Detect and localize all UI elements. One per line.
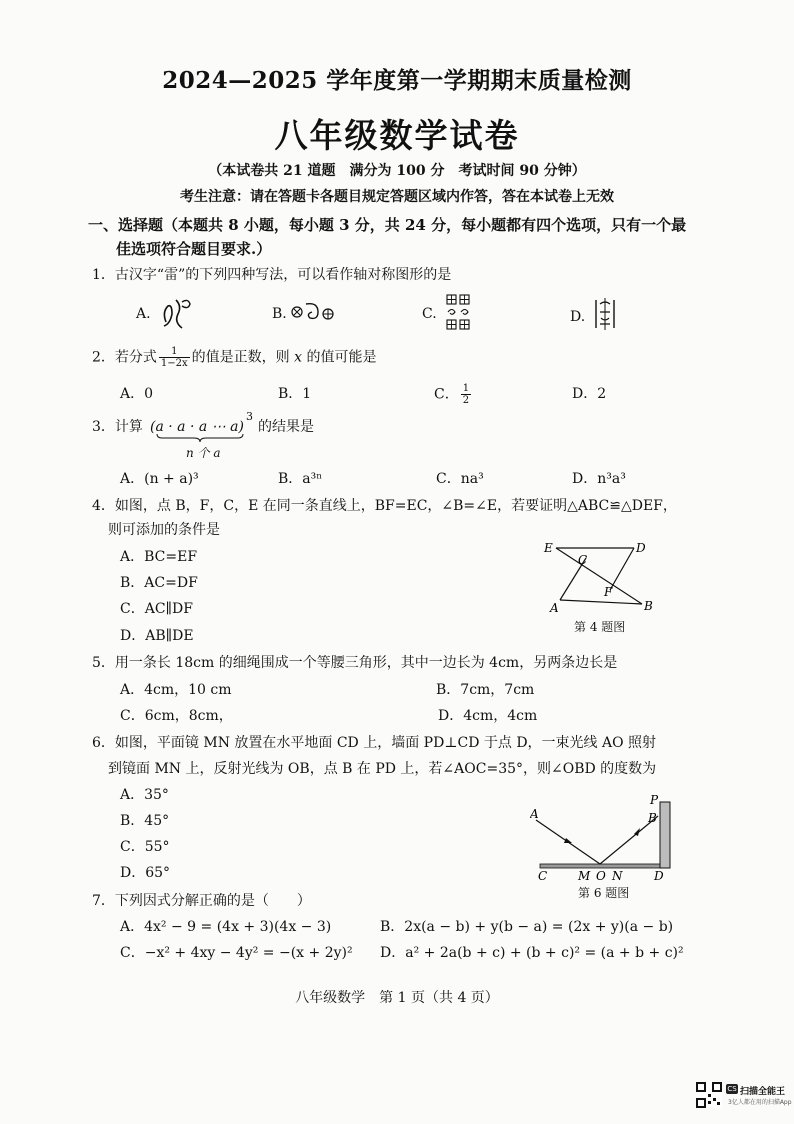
q2-stem-pre: 2．若分式 <box>92 349 157 366</box>
q5-stem: 5．用一条长 18cm 的细绳围成一个等腰三角形，其中一边长为 4cm，另两条边长是 <box>92 655 618 671</box>
q4-label-f: F <box>604 585 613 599</box>
q7-option-c: C．−x² + 4xy − 4y² = −(x + 2y)² <box>120 945 353 961</box>
q5-option-a: A．4cm，10 cm <box>120 682 232 698</box>
q4-figure-caption: 第 4 题图 <box>574 620 626 634</box>
q1-option-d-label: D. <box>570 309 586 325</box>
q1-option-c-label: C. <box>422 306 437 322</box>
q2-stem <box>92 346 376 369</box>
q1-option-c-glyph <box>444 292 474 334</box>
q6-label-m: M <box>578 869 591 883</box>
q7-option-b: B．2x(a − b) + y(b − a) = (2x + y)(a − b) <box>380 919 674 935</box>
q6-label-d: D <box>654 869 664 883</box>
q4-option-a: A．BC=EF <box>120 549 198 565</box>
q2-stem-post: 的值是正数，则 <box>191 349 290 366</box>
q6-label-p: P <box>650 794 659 807</box>
q4-option-c: C．AC∥DF <box>120 601 193 617</box>
q6-label-n: N <box>612 869 623 883</box>
page-footer: 八年级数学 第 1 页（共 4 页） <box>295 990 499 1006</box>
q3-option-b: B．a³ⁿ <box>278 471 323 487</box>
q2-option-c-label: C． <box>434 386 459 403</box>
q3-underbrace <box>156 433 244 443</box>
exam-subtitle: 八年级数学试卷 <box>274 116 520 155</box>
q3-option-a: A．(n + a)³ <box>120 471 199 487</box>
q4-label-d: D <box>636 541 646 555</box>
q7-option-a: A．4x² − 9 = (4x + 3)(4x − 3) <box>120 919 332 935</box>
q6-option-c: C．55° <box>120 839 170 855</box>
q4-label-a: A <box>550 601 559 615</box>
q2-option-b: B．1 <box>278 386 312 402</box>
q2-option-a: A．0 <box>120 386 154 402</box>
scanner-logo-icon: CS <box>727 1085 737 1093</box>
exam-info: （本试卷共 21 道题 满分为 100 分 考试时间 90 分钟） <box>208 163 586 179</box>
q1-option-b-glyph <box>288 300 338 324</box>
q1-stem: 1．古汉字“雷”的下列四种写法，可以看作轴对称图形的是 <box>92 267 452 283</box>
q3-expr: a · a · a ⋯ a <box>155 419 239 435</box>
q4-option-d: D．AB∥DE <box>120 628 194 644</box>
q7-option-d: D．a² + 2a(b + c) + (b + c)² = (a + b + c)² <box>380 945 684 961</box>
q6-option-d: D．65° <box>120 865 171 881</box>
q4-label-e: E <box>544 541 553 555</box>
q2-option-c-frac <box>461 383 471 406</box>
section-heading-line2: 佳选项符合题目要求.） <box>116 240 272 258</box>
q2-frac-den: 1−2x <box>160 358 188 369</box>
q5-option-c: C．6cm，8cm， <box>120 708 233 724</box>
q1-option-a-label: A. <box>136 306 151 322</box>
q5-option-d: D．4cm，4cm <box>438 708 538 724</box>
exam-title: 2024—2025 学年度第一学期期末质量检测 <box>162 67 632 94</box>
q3-underbrace-label: n 个 a <box>186 446 221 460</box>
q6-figure-caption: 第 6 题图 <box>578 886 630 900</box>
q3-option-c: C．na³ <box>436 471 484 487</box>
q4-label-c: C <box>578 553 588 567</box>
q3-power: 3 <box>246 410 253 423</box>
q6-option-b: B．45° <box>120 813 170 829</box>
q2-option-c-den: 2 <box>462 395 470 406</box>
q4-figure <box>538 536 662 616</box>
exam-notice: 考生注意：请在答题卡各题目规定答题区域内作答，答在本试卷上无效 <box>180 189 614 205</box>
q6-line2: 到镜面 MN 上，反射光线为 OB，点 B 在 PD 上，若∠AOC=35°，则∠OBD 的度数为 <box>108 761 657 777</box>
qr-code-icon <box>696 1082 722 1108</box>
q3-option-d: D．n³a³ <box>572 471 626 487</box>
q6-label-a: A <box>530 807 539 821</box>
q7-stem: 7．下列因式分解正确的是（ ） <box>92 893 311 909</box>
q2-stem-end: 的值可能是 <box>306 349 377 366</box>
q2-fraction <box>159 346 190 369</box>
q3-stem-pre: 3．计算 <box>92 419 143 435</box>
q4-label-b: B <box>644 599 653 613</box>
q2-var: x <box>294 349 303 366</box>
q3-expression: (a · a · a ⋯ a) <box>150 419 244 435</box>
q2-option-c-num: 1 <box>462 383 470 394</box>
q2-option-c <box>434 383 473 406</box>
q2-option-d: D．2 <box>572 386 607 402</box>
q1-option-b-label: B. <box>272 306 287 322</box>
scanner-brand: 扫描全能王 <box>740 1087 786 1097</box>
section-heading-line1: 一、选择题（本题共 8 小题，每小题 3 分，共 24 分，每小题都有四个选项，只有一个最 <box>88 216 687 234</box>
q6-label-c: C <box>538 869 548 883</box>
q1-option-d-glyph <box>592 294 618 334</box>
q4-line1: 4．如图，点 B，F，C，E 在同一条直线上，BF=EC，∠B=∠E，若要证明△ABC≌△DEF， <box>92 498 677 514</box>
q6-figure <box>530 794 680 884</box>
q4-option-b: B．AC=DF <box>120 575 198 591</box>
q6-label-b: B <box>648 811 657 825</box>
q6-line1: 6．如图，平面镜 MN 放置在水平地面 CD 上，墙面 PD⊥CD 于点 D，一束光线 AO 照射 <box>92 735 657 751</box>
q4-line2: 则可添加的条件是 <box>108 522 220 538</box>
q5-option-b: B．7cm，7cm <box>436 682 535 698</box>
scanner-subtitle: 3亿人都在用的扫描App <box>728 1099 792 1106</box>
q2-frac-num: 1 <box>159 346 190 358</box>
q6-option-a: A．35° <box>120 787 169 803</box>
q1-option-a-glyph <box>160 292 194 332</box>
q6-label-o: O <box>596 869 606 883</box>
q3-stem-post: 的结果是 <box>258 419 314 435</box>
